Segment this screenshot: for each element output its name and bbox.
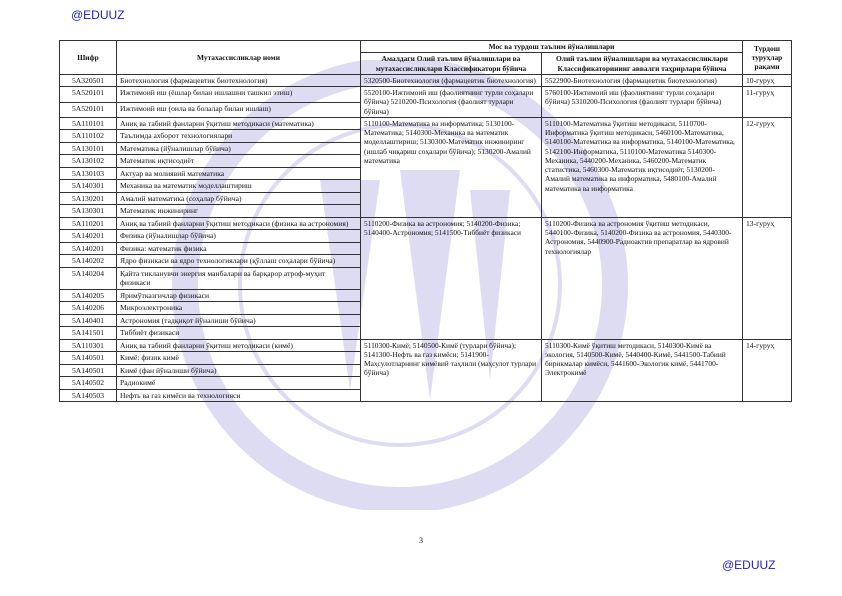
- specialty-code: 5А130103: [60, 167, 117, 179]
- specialty-name: Математик инжиниринг: [117, 205, 361, 217]
- specialty-code: 5А140202: [60, 255, 117, 267]
- specialty-name: Микроэлектроника: [117, 302, 361, 314]
- header-channel-tag: @EDUUZ: [71, 8, 125, 22]
- specialty-name: Механика ва математик моделлаштириш: [117, 180, 361, 192]
- specialty-code: 5А140206: [60, 302, 117, 314]
- specialty-code: 5А130201: [60, 192, 117, 204]
- previous-classifier-cell: 5522900-Биотехнология (фармацевтик биотехнология): [542, 74, 743, 86]
- specialty-name: Физика (йўналишлар бўйича): [117, 230, 361, 242]
- specialty-code: 5А140503: [60, 389, 117, 401]
- previous-classifier-cell: 5110100-Математика ўқитиш методикаси, 5110700-Информатика ўқитиш методикаси, 5460100-Математика, 5140100-Математика ва информатика, 5140100-Математика, 5142100-Информатика, 5110100-Математика 5140300-Механика, 5440200-Механика, 5460200-Математик статистика, 5460300-Математик иқтисодиёт, 5130200-Амалий математика ва информатика, 5480100-Амалий математика ва информатика: [542, 117, 743, 217]
- specialty-name: Яримўтказгичлар физикаси: [117, 289, 361, 301]
- specialty-name: Нефть ва газ кимёси ва технологияси: [117, 389, 361, 401]
- table-row: [60, 339, 792, 351]
- specialty-code: 5А130101: [60, 142, 117, 154]
- specialty-name: Аниқ ва табиий фанларни ўқитиш методикаси (кимё): [117, 339, 361, 351]
- specialty-code: 5А130301: [60, 205, 117, 217]
- col-header-group: Турдош туруҳлар рақами: [743, 41, 792, 75]
- specialty-code: 5А110102: [60, 130, 117, 142]
- specialty-name: Астрономия (тадқиқот йўналиши бўйича): [117, 314, 361, 326]
- specialty-code: 5А140204: [60, 267, 117, 289]
- specialty-name: Амалий математика (соҳалар бўйича): [117, 192, 361, 204]
- previous-classifier-cell: 5110300-Кимё ўқитиш методикаси, 5140300-Кимё ва экология, 5140500-Кимё, 5440400-Кимё, 5441500-Табиий бирикмалар кимёси, 5441600-Экологик кимё, 5441700-Электрокимё: [542, 339, 743, 401]
- specialty-name: Кимё: физик кимё: [117, 352, 361, 364]
- specialty-code: 5А520101: [60, 87, 117, 102]
- specialty-code: 5А140201: [60, 230, 117, 242]
- specialty-code: 5А140201: [60, 242, 117, 254]
- group-number-cell: 13-гуруҳ: [743, 217, 792, 339]
- specialty-code: 5А141501: [60, 327, 117, 339]
- current-classifier-cell: 5110100-Математика ва информатика; 5130100-Математика; 5140300-Механика ва математик моделлаштириш; 5130300-Математик инжиниринг (ишлаб чиқариш соҳалари бўйича); 5130200-Амалий математика: [361, 117, 542, 217]
- table-row: [60, 117, 792, 129]
- specialty-name: Кимё (фан йўналиши бўйича): [117, 364, 361, 376]
- previous-classifier-cell: 5110200-Физика ва астрономия ўқитиш методикаси, 5440100-Физика, 5140200-Физика ва астрономия, 5440300-Астрономия, 5440900-Радиоактив препаратлар ва ядровий технологиялар: [542, 217, 743, 339]
- col-header-new: Олий таълим йўналишлари ва мутахассисликлари Классификаторининг аввалги таҳрирлари бўйича: [542, 53, 743, 75]
- specialty-code: 5А320501: [60, 74, 117, 86]
- specialty-code: 5А140501: [60, 364, 117, 376]
- specialty-name: Таълимда ахборот технологиялари: [117, 130, 361, 142]
- specialty-name: Тиббиёт физикаси: [117, 327, 361, 339]
- previous-classifier-cell: 5760100-Ижтимоий иш (фаолиятнинг турли соҳалари бўйича) 5310200-Психология (фаолият турлари бўйича): [542, 87, 743, 118]
- current-classifier-cell: 5110200-Физика ва астрономия; 5140200-Физика; 5140400-Астрономия; 5141500-Тиббиёт физикаси: [361, 217, 542, 339]
- table-row: [60, 87, 792, 102]
- specialty-code: 5А140301: [60, 180, 117, 192]
- specialty-code: 5А520101: [60, 102, 117, 117]
- specialty-code: 5А140501: [60, 352, 117, 364]
- col-header-name: Мутахассисликлар номи: [117, 41, 361, 75]
- current-classifier-cell: 5110300-Кимё; 5140500-Кимё (турлари бўйича); 5141300-Нефть ва газ кимёси; 5141900-Маҳсулотларнинг кимёвий таҳлили (маҳсулот турлари бўйича): [361, 339, 542, 401]
- group-number-cell: 14-гуруҳ: [743, 339, 792, 401]
- specialty-code: 5А110201: [60, 217, 117, 229]
- specialty-code: 5А140502: [60, 377, 117, 389]
- col-header-code: Шифр: [60, 41, 117, 75]
- col-header-match: Мос ва турдош таълим йўналишлари: [361, 41, 743, 53]
- specialty-name: Ижтимоий иш (ёшлар билан ишлашни ташкил этиш): [117, 87, 361, 102]
- group-number-cell: 10-гуруҳ: [743, 74, 792, 86]
- specialty-name: Математик иқтисодиёт: [117, 155, 361, 167]
- current-classifier-cell: 5320500-Биотехнология (фармацевтик биотехнология): [361, 74, 542, 86]
- specialty-code: 5А110101: [60, 117, 117, 129]
- specialty-table: [59, 40, 792, 402]
- col-header-current: Амалдаги Олий таълим йўналишлари ва мутахассисликлари Классификатори бўйича: [361, 53, 542, 75]
- specialty-name: Ядро физикаси ва ядро технологиялари (қўллаш соҳалари бўйича): [117, 255, 361, 267]
- specialty-name: Актуар ва молиявий математика: [117, 167, 361, 179]
- group-number-cell: 11-гуруҳ: [743, 87, 792, 118]
- table-row: [60, 74, 792, 86]
- specialty-code: 5А140401: [60, 314, 117, 326]
- group-number-cell: 12-гуруҳ: [743, 117, 792, 217]
- specialty-name: Қайта тикланувчи энергия манбалари ва барқарор атроф-муҳит физикаси: [117, 267, 361, 289]
- specialty-name: Математика (йўналишлар бўйича): [117, 142, 361, 154]
- footer-channel-tag: @EDUUZ: [722, 558, 776, 572]
- specialty-name: Физика: математик физика: [117, 242, 361, 254]
- specialty-name: Биотехнология (фармацевтик биотехнология): [117, 74, 361, 86]
- specialty-name: Аниқ ва табиий фанларни ўқитиш методикаси (физика ва астрономия): [117, 217, 361, 229]
- specialty-name: Аниқ ва табиий фанларни ўқитиш методикаси (математика): [117, 117, 361, 129]
- specialty-code: 5А110301: [60, 339, 117, 351]
- table-row: [60, 217, 792, 229]
- specialty-code: 5А140205: [60, 289, 117, 301]
- current-classifier-cell: 5520100-Ижтимоий иш (фаолиятнинг турли соҳалари бўйича) 5210200-Психология (фаолият турлари бўйича): [361, 87, 542, 118]
- specialty-name: Радиокимё: [117, 377, 361, 389]
- specialty-name: Ижтимоий иш (оила ва болалар билан ишлаш): [117, 102, 361, 117]
- specialty-code: 5А130102: [60, 155, 117, 167]
- page-number: 3: [419, 536, 423, 545]
